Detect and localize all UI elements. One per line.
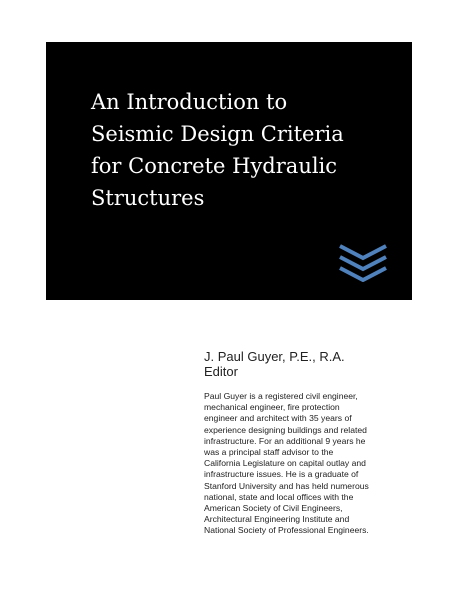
author-bio <box>204 391 444 537</box>
author-bio-line: Paul Guyer is a registered civil engineer, <box>204 391 358 401</box>
author-bio-line: engineer and architect with 35 years of <box>204 413 352 424</box>
author-bio-line: California Legislature on capital outlay and <box>204 458 366 469</box>
author-bio-line: infrastructure. For an additional 9 years he <box>204 435 366 446</box>
author-bio-line: American Society of Civil Engineers, <box>204 503 343 514</box>
author-bio-line: National Society of Professional Engineers. <box>204 525 369 536</box>
author-bio-line: infrastructure issues. He is a graduate of <box>204 469 359 480</box>
author-bio-line: experience designing buildings and related <box>204 424 367 435</box>
author-bio-line: was a principal staff advisor to the <box>204 447 334 458</box>
book-title-line: An Introduction to <box>91 90 288 114</box>
author-block <box>204 349 434 379</box>
book-title <box>91 86 401 214</box>
book-title-line: for Concrete Hydraulic <box>91 154 338 178</box>
author-name: J. Paul Guyer, P.E., R.A. <box>204 349 345 364</box>
author-bio-line: mechanical engineer, fire protection <box>204 402 340 413</box>
author-role: Editor <box>204 364 238 379</box>
triple-chevron-down-icon <box>338 242 388 282</box>
author-bio-line: national, state and local offices with the <box>204 491 354 502</box>
title-panel <box>46 42 412 300</box>
author-bio-line: Architectural Engineering Institute and <box>204 514 350 525</box>
book-title-line: Seismic Design Criteria <box>91 122 344 146</box>
book-title-line: Structures <box>91 186 205 210</box>
author-bio-line: Stanford University and has held numerous <box>204 480 369 491</box>
